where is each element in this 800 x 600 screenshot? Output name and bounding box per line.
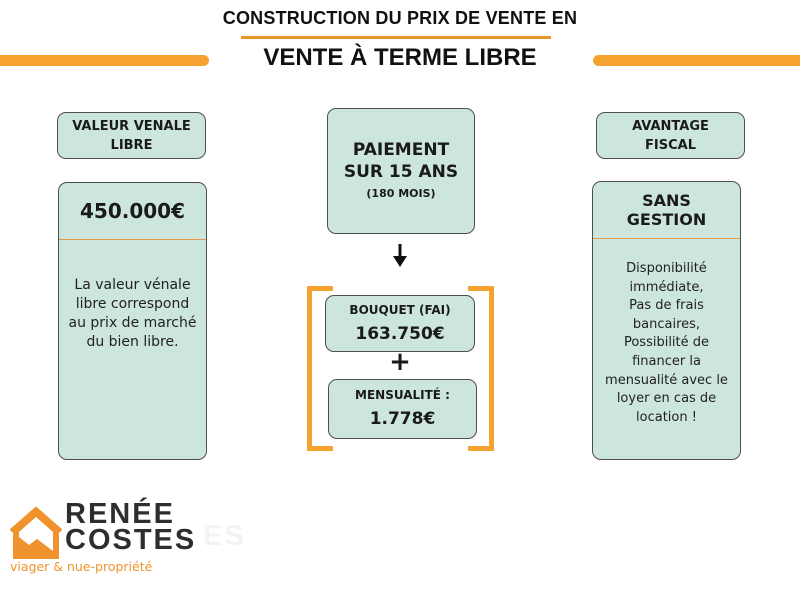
paiement-line-3: (180 MOIS) [366, 187, 436, 200]
sans-gestion-desc-line-2: immédiate, [629, 279, 704, 295]
title-line-2: VENTE À TERME LIBRE [263, 44, 537, 71]
sans-gestion-desc-line-8: loyer en cas de [616, 391, 717, 407]
valeur-venale-desc-line-1: La valeur vénale [74, 277, 191, 293]
sans-gestion-desc-line-7: mensualité avec le [605, 372, 728, 388]
sans-gestion-title-section [593, 182, 740, 239]
title-line-1: CONSTRUCTION DU PRIX DE VENTE EN [222, 8, 578, 28]
valeur-venale-header-line-2: LIBRE [110, 137, 153, 153]
valeur-venale-description [59, 240, 206, 352]
bouquet-label: BOUQUET (FAI) [349, 302, 451, 317]
avantage-fiscal-header [596, 112, 745, 159]
house-logo-icon [9, 505, 63, 559]
mensualite-label: MENSUALITÉ : [355, 388, 450, 402]
avantage-fiscal-header-line-1: AVANTAGE [632, 118, 709, 134]
logo-watermark: ES [203, 520, 246, 552]
mensualite-value: 1.778€ [369, 409, 436, 429]
bouquet-value: 163.750€ [355, 323, 445, 344]
sans-gestion-desc-line-5: Possibilité de [623, 335, 710, 351]
sans-gestion-desc-line-9: location ! [636, 409, 697, 425]
valeur-venale-desc-line-3: au prix de marché [68, 315, 197, 331]
valeur-venale-card [58, 182, 207, 460]
arrow-down-icon [392, 244, 408, 268]
sans-gestion-card [592, 181, 741, 460]
logo-tagline: viager & nue-propriété [10, 559, 153, 574]
paiement-line-1: PAIEMENT [352, 140, 450, 160]
valeur-venale-header [57, 112, 206, 159]
sans-gestion-desc-line-1: Disponibilité [626, 261, 707, 276]
valeur-venale-desc-line-2: libre correspond [75, 296, 190, 312]
avantage-fiscal-header-line-2: FISCAL [645, 137, 696, 153]
valeur-venale-value: 450.000€ [79, 199, 185, 223]
sans-gestion-desc-line-4: bancaires, [632, 316, 701, 332]
plus-sign: + [389, 347, 411, 377]
mensualite-box [328, 379, 477, 439]
valeur-venale-value-section [59, 183, 206, 240]
bouquet-box [325, 295, 475, 352]
sans-gestion-description [593, 239, 740, 427]
sans-gestion-title-line-1: SANS [642, 191, 691, 210]
sans-gestion-title-line-2: GESTION [626, 210, 707, 229]
paiement-line-2: SUR 15 ANS [343, 162, 459, 182]
logo-name-line-2: COSTES [65, 524, 197, 556]
title-underline [241, 36, 551, 39]
valeur-venale-header-line-1: VALEUR VENALE [72, 118, 191, 134]
logo-name-line-1: RENÉE [65, 498, 175, 530]
sans-gestion-desc-line-3: Pas de frais [629, 298, 704, 314]
sans-gestion-desc-line-6: financer la [632, 353, 701, 369]
valeur-venale-desc-line-4: du bien libre. [86, 334, 179, 350]
paiement-box [327, 108, 475, 234]
